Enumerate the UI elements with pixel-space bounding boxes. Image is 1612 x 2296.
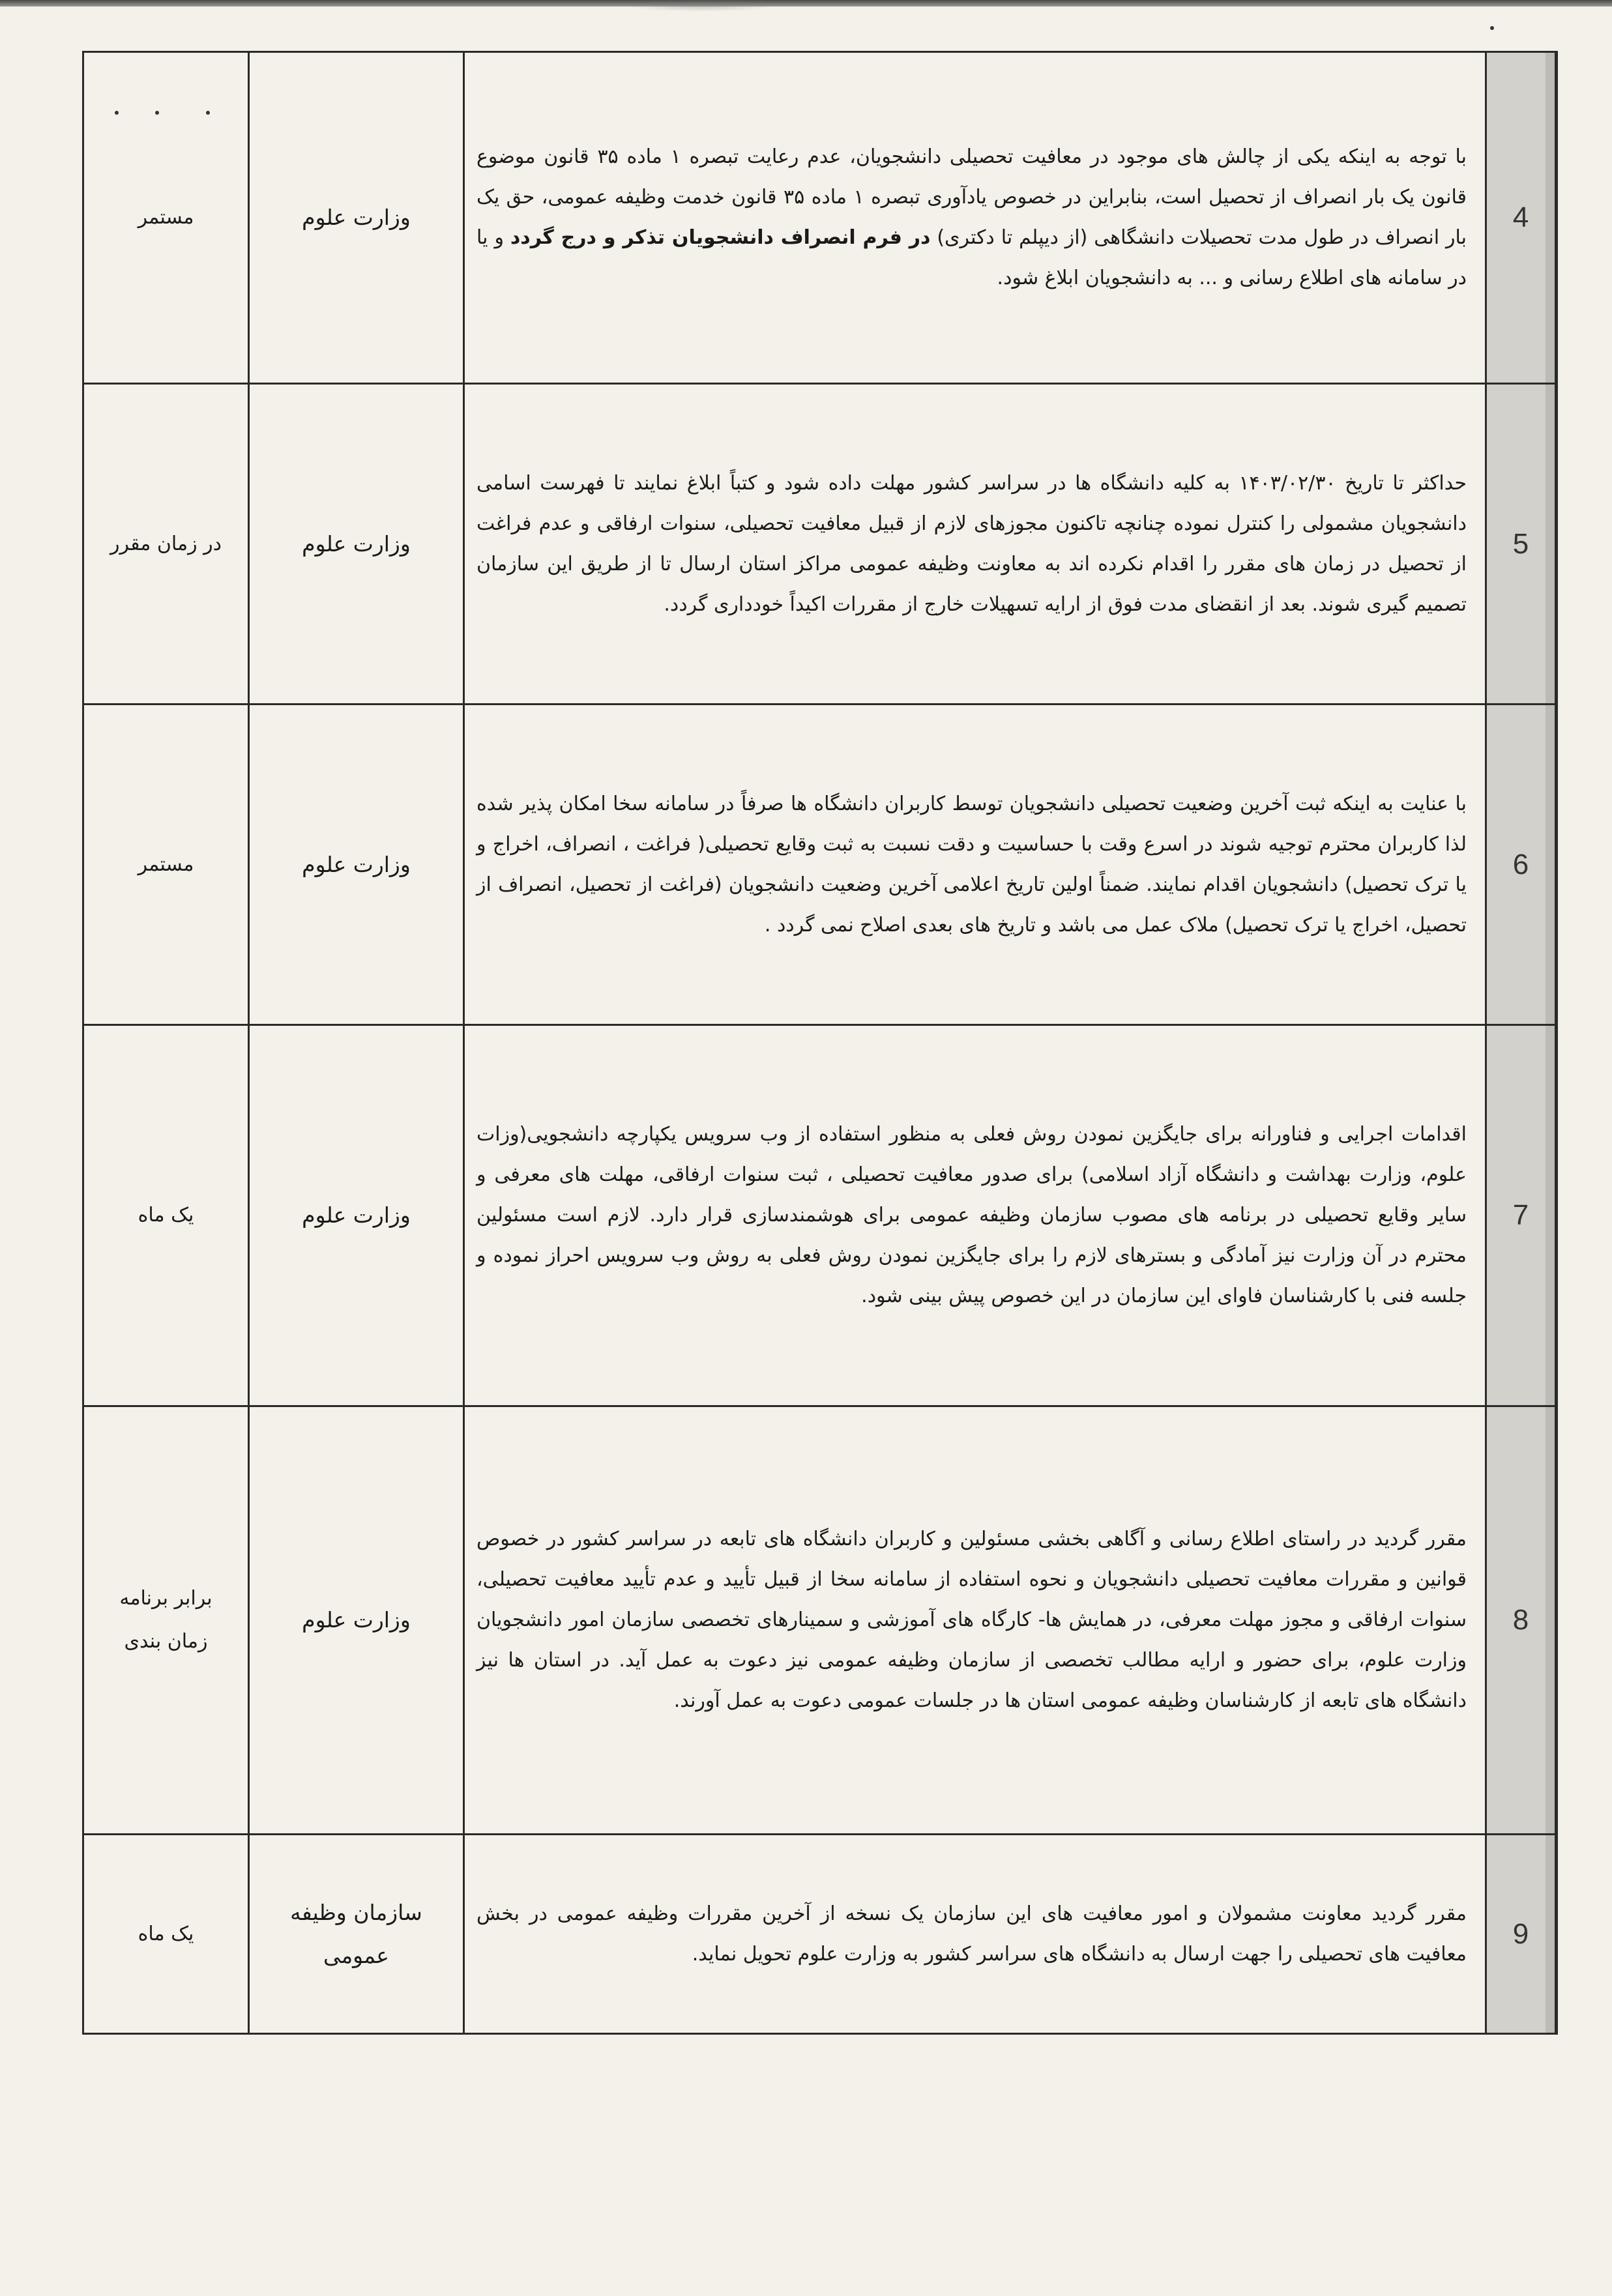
table-row — [83, 1835, 1557, 2034]
deadline-line: زمان بندی — [124, 1630, 208, 1653]
table-row — [83, 52, 1557, 384]
deadline: یک ماه — [83, 1835, 249, 2034]
responsible-org — [249, 1835, 464, 2034]
resolution-text: با عنایت به اینکه ثبت آخرین وضعیت تحصیلی دانشجویان توسط کاربران دانشگاه ها صرفاً در سامانه سخا امکان پذیر شده لذا کاربران محترم توجیه شوند در اسرع وقت با حساسیت و دقت نسبت به ثبت وقایع تحصیلی( فراغت ، انصراف، اخراج و یا ترک تحصیل) دانشجویان اقدام نمایند. ضمناً اولین تاریخ اعلامی آخرین وضعیت دانشجویان (فراغت از تحصیل، انصراف از تحصیل، اخراج یا ترک تحصیل) ملاک عمل می باشد و تاریخ های بعدی اصلاح نمی گردد . — [464, 705, 1486, 1025]
responsible-org: وزارت علوم — [249, 1025, 464, 1406]
resolution-text — [464, 52, 1486, 384]
row-number: 8 — [1486, 1406, 1557, 1835]
row-number: 7 — [1486, 1025, 1557, 1406]
deadline: در زمان مقرر — [83, 384, 249, 705]
deadline: مستمر — [83, 52, 249, 384]
resolution-text: اقدامات اجرایی و فناورانه برای جایگزین نمودن روش فعلی به منظور استفاده از وب سرویس یکپارچه دانشجویی(وزات علوم، وزارت بهداشت و دانشگاه آزاد اسلامی) برای صدور معافیت تحصیلی ، ثبت سنوات ارفاقی، مهلت های معرفی و سایر وقایع تحصیلی در برنامه های مصوب سازمان وظیفه عمومی برای هوشمندسازی قرار دارد. لازم است مسئولین محترم در آن وزارت نیز آمادگی و بسترهای لازم را برای جایگزین نمودن روش فعلی به روش وب سرویس احراز نموده و جلسه فنی با کارشناسان فاوای این سازمان در این خصوص پیش بینی شود. — [464, 1025, 1486, 1406]
responsible-org-line: عمومی — [323, 1942, 389, 1968]
deadline — [83, 1406, 249, 1835]
responsible-org-line: سازمان وظیفه — [290, 1899, 422, 1925]
resolution-text: مقرر گردید در راستای اطلاع رسانی و آگاهی بخشی مسئولین و کاربران دانشگاه های تابعه در سراسر کشور در خصوص قوانین و مقررات معافیت تحصیلی دانشجویان و نحوه استفاده از سامانه سخا از قبیل تأیید و عدم تأیید معافیت تحصیلی، سنوات ارفاقی و مجوز مهلت معرفی، در همایش ها- کارگاه های آموزشی و سمینارهای تخصصی سازمان امور دانشجویان وزارت علوم، برای حضور و ارایه مطالب تخصصی از سازمان وظیفه عمومی نیز دعوت به عمل آید. در استان ها نیز دانشگاه های تابعه از کارشناسان وظیفه عمومی استان ها در جلسات عمومی دعوت به عمل آورند. — [464, 1406, 1486, 1835]
deadline-line: برابر برنامه — [119, 1587, 212, 1610]
table-row — [83, 1406, 1557, 1835]
resolution-text-part: با توجه به اینکه یکی از چالش های موجود در معافیت تحصیلی دانشجویان، عدم رعایت تبصره ۱ ماده ۳۵ قانون موضوع قانون یک بار انصراف از تحصیل است، بنابراین در خصوص یادآوری تبصره ۱ ماده ۳۵ قانون خدمت وظیفه عمومی، حق یک بار انصراف در طول مدت تحصیلات دانشگاهی (از دیپلم تا دکتری) — [476, 145, 1467, 249]
responsible-org: وزارت علوم — [249, 52, 464, 384]
resolutions-table — [82, 51, 1558, 2035]
resolution-text: مقرر گردید معاونت مشمولان و امور معافیت های این سازمان یک نسخه از آخرین مقررات وظیفه عمومی در بخش معافیت های تحصیلی را جهت ارسال به دانشگاه های سراسر کشور به وزارت علوم تحویل نماید. — [464, 1835, 1486, 2034]
responsible-org: وزارت علوم — [249, 384, 464, 705]
row-number: 4 — [1486, 52, 1557, 384]
table-row — [83, 705, 1557, 1025]
faded-stamp — [626, 0, 776, 12]
scan-edge — [0, 0, 1612, 7]
table-row — [83, 384, 1557, 705]
responsible-org: وزارت علوم — [249, 1406, 464, 1835]
scan-speck — [1490, 26, 1494, 30]
deadline: مستمر — [83, 705, 249, 1025]
resolution-text-part: و یا در سامانه های اطلاع رسانی و ... به دانشجویان ابلاغ شود. — [476, 226, 1467, 289]
resolution-text: حداکثر تا تاریخ ۱۴۰۳/۰۲/۳۰ به کلیه دانشگاه ها در سراسر کشور مهلت داده شود و کتباً ابلاغ نمایند تا فهرست اسامی دانشجویان مشمولی را کنترل نموده چنانچه تاکنون مجوزهای لازم از قبیل معافیت تحصیلی، سنوات ارفاقی و عدم فراغت از تحصیل در زمان های مقرر را اقدام نکرده اند به معاونت وظیفه عمومی مراکز استان ارسال تا از طریق این سازمان تصمیم گیری شوند. بعد از انقضای مدت فوق از ارایه تسهیلات خارج از مقررات اکیداً خودداری گردد. — [464, 384, 1486, 705]
row-number: 6 — [1486, 705, 1557, 1025]
deadline: یک ماه — [83, 1025, 249, 1406]
responsible-org: وزارت علوم — [249, 705, 464, 1025]
row-number: 9 — [1486, 1835, 1557, 2034]
resolution-text-emphasis: در فرم انصراف دانشجویان تذکر و درج گردد — [510, 226, 931, 249]
table-row — [83, 1025, 1557, 1406]
row-number: 5 — [1486, 384, 1557, 705]
